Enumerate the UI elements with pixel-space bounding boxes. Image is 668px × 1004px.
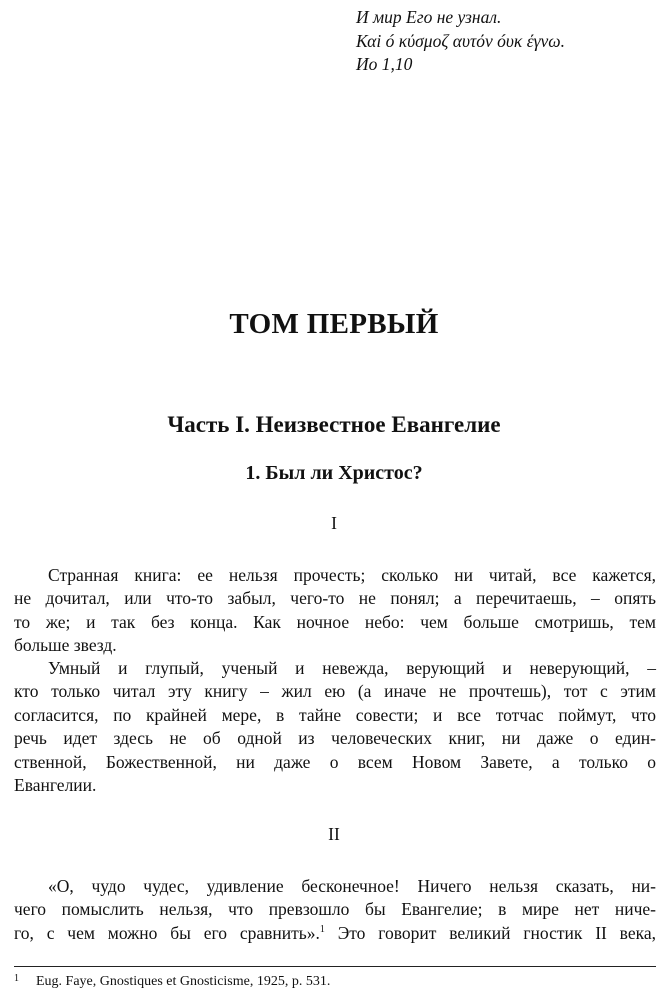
chapter-title: 1. Был ли Христос? <box>245 462 423 484</box>
paragraph-1-line: не дочитал, или что-то забыл, чего-то не понял; а перечитаешь, – опять <box>14 588 656 609</box>
paragraph-3-line: чего помыслить нельзя, что превзошло бы Евангелие; в мире нет ниче- <box>14 899 656 920</box>
paragraph-2-line: кто только читал эту книгу – жил ею (а иначе не прочтешь), тот с этим <box>14 681 656 702</box>
epigraph <box>356 6 565 77</box>
paragraph-3-line: «О, чудо чудес, удивление бесконечное! Ничего нельзя сказать, ни- <box>48 876 656 896</box>
paragraph-2-line: согласится, по крайней мере, в тайне совести; и все тотчас поймут, что <box>14 704 656 725</box>
paragraph-3 <box>14 875 656 945</box>
footnote-number: 1 <box>14 973 19 984</box>
footnote-reference[interactable]: 1 <box>319 923 325 935</box>
paragraph-3-line <box>14 922 656 945</box>
footnote <box>14 974 330 990</box>
paragraph-1-line: то же; и так без конца. Как ночное небо: чем больше смотришь, тем <box>14 611 656 632</box>
section-number-1: I <box>331 513 337 533</box>
footnote-divider <box>14 966 656 967</box>
paragraph-3-quote-end: го, с чем можно бы его сравнить». <box>14 922 320 943</box>
paragraph-2-line: ственной, Божественной, ни даже о всем Новом Завете, а только о <box>14 751 656 772</box>
paragraph-1 <box>14 564 656 658</box>
volume-title: ТОМ ПЕРВЫЙ <box>229 308 439 340</box>
footnote-text: Eug. Faye, Gnostiques et Gnosticisme, 1925, p. 531. <box>36 974 331 989</box>
paragraph-1-line: Странная книга: ее нельзя прочесть; сколько ни читай, все кажется, <box>48 565 656 585</box>
paragraph-3-continuation: Это говорит великий гностик II века, <box>324 922 656 943</box>
section-number-2: II <box>328 824 340 844</box>
paragraph-1-line: больше звезд. <box>14 635 117 656</box>
part-title: Часть I. Неизвестное Евангелие <box>167 412 501 437</box>
paragraph-2-line: Умный и глупый, ученый и невежда, верующий и неверующий, – <box>48 658 656 678</box>
epigraph-russian-line: И мир Его не узнал. <box>356 7 502 27</box>
paragraph-2 <box>14 657 656 797</box>
epigraph-reference: Ио 1,10 <box>356 54 413 74</box>
paragraph-2-line: речь идет здесь не об одной из человеческих книг, ни даже о един- <box>14 728 656 749</box>
paragraph-2-line: Евангелии. <box>14 774 97 795</box>
epigraph-greek-line: Καi ó κύσμοζ αυτόν óυκ έγνω. <box>356 30 565 51</box>
